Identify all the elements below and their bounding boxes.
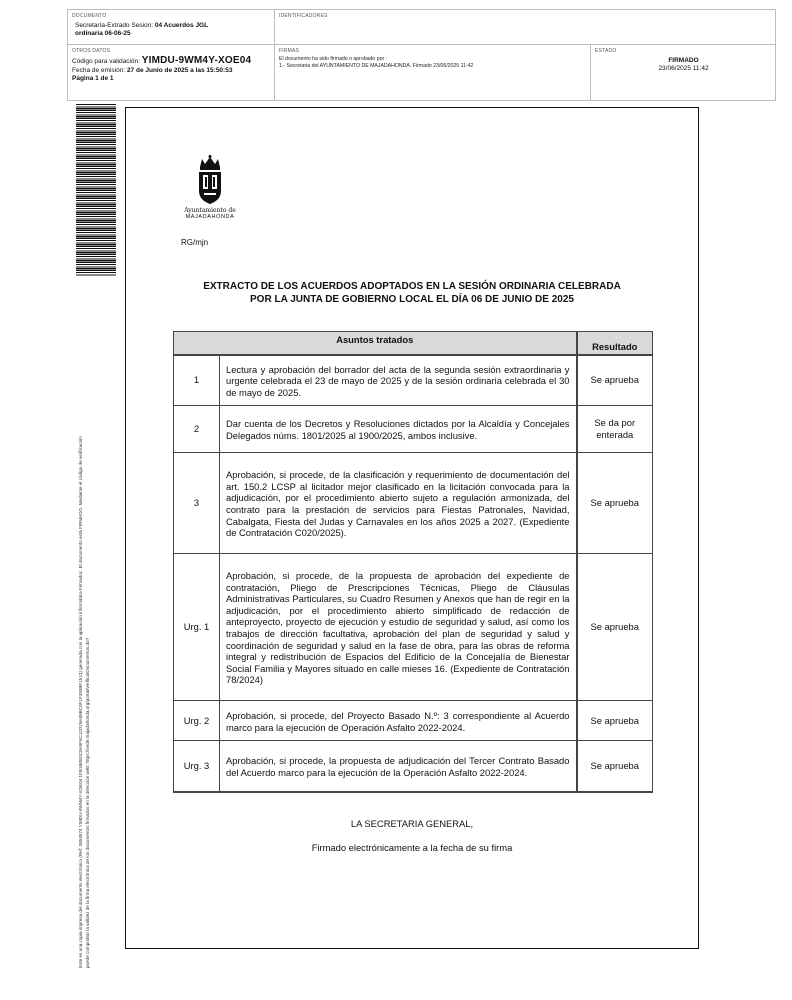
document-header <box>67 9 776 101</box>
identificadores-caption: IDENTIFICADORES <box>279 13 328 19</box>
row-description: Aprobación, si procede, del Proyecto Basado N.º: 3 correspondiente al Acuerdo marco para la ejecución de Operación Asfalto 2022-2024. <box>220 701 577 741</box>
ayuntamiento-logo <box>178 155 242 221</box>
otros-caption: OTROS DATOS <box>72 48 111 54</box>
table-header-row <box>174 332 653 355</box>
firmas-line1: El documento ha sido firmado o aprobado por : <box>279 56 388 62</box>
documento-value: Secretaría-Extrado Sesion: 04 Acuerdos JGL ordinaria 06-06-25 <box>75 22 209 37</box>
documento-cell <box>68 10 275 45</box>
firmas-cell <box>275 45 591 101</box>
fecha-emision: 27 de Junio de 2025 a las 15:50:53 <box>126 66 233 74</box>
row-result: Se aprueba <box>577 701 653 741</box>
documento-caption: DOCUMENTO <box>72 13 107 19</box>
barcode <box>76 104 116 276</box>
row-number: Urg. 3 <box>174 741 220 792</box>
side-line1: Este es una copia impresa del documento electrónico (Ref: 3854574 YIMDU-9WM4Y-XOE04 1FB1B0E0C9A5F4C12D29A89BC0F1F393BF1513) generada con la aplicación informática Firmadoc. El documento está FIRMADO. Mediante el código de verificación <box>78 436 83 968</box>
agreements-table <box>173 331 653 793</box>
row-result: Se aprueba <box>577 554 653 701</box>
document-title <box>172 280 652 306</box>
reference-initials: RG/mjn <box>181 238 209 247</box>
title-line1: EXTRACTO DE LOS ACUERDOS ADOPTADOS EN LA SESIÓN ORDINARIA CELEBRADA <box>203 281 621 292</box>
coat-of-arms-icon <box>194 155 226 205</box>
row-result: Se aprueba <box>577 355 653 406</box>
table-row <box>174 355 653 406</box>
pagina-count: Página 1 de 1 <box>72 75 114 82</box>
firmas-caption: FIRMAS <box>279 48 300 54</box>
row-description: Lectura y aprobación del borrador del acta de la segunda sesión extraordinaria y urgente celebrada el 23 de mayo de 2025 y de la sesión ordinaria celebrada el 30 de mayo de 2025. <box>220 355 577 406</box>
table-row <box>174 406 653 453</box>
identificadores-cell <box>275 10 776 45</box>
row-description: Dar cuenta de los Decretos y Resoluciones dictados por la Alcaldía y Concejales Delegados núms. 1801/2025 al 1900/2025, ambos inclusive. <box>220 406 577 453</box>
row-number: 2 <box>174 406 220 453</box>
side-line2: puede comprobar la validez de la firma electrónica de los documentos firmados en la dirección web: https://sede.majadahonda.org/portal/verificarDocumentos.do? <box>84 637 90 968</box>
table-row <box>174 453 653 554</box>
row-description: Aprobación, si procede, de la clasificación y requerimiento de documentación del art. 150.2 LCSP al licitador mejor clasificado en la licitación convocada para la adjudicación, por el procedimiento abierto sujeto a regulación armonizada, del contrato para la prestación de servicios para Fiestas Patronales, Navidad, Cabalgata, Fiesta del Judas y Carnavales en los años 2025 a 2027. (Expediente de Contratación C020/2025). <box>220 453 577 554</box>
table-row <box>174 741 653 792</box>
table-row <box>174 701 653 741</box>
row-description: Aprobación, si procede, la propuesta de adjudicación del Tercer Contrato Basado del Acuerdo marco para la ejecución de la Operación Asfalto 2022-2024. <box>220 741 577 792</box>
firmas-line2: 1.- Secretaria del AYUNTAMIENTO DE MAJADAHONDA. Firmado 23/06/2025 11:42 <box>279 63 474 69</box>
row-number: Urg. 1 <box>174 554 220 701</box>
signature-note: Firmado electrónicamente a la fecha de su firma <box>311 842 513 853</box>
logo-line2: MAJADAHONDA <box>185 214 235 220</box>
validation-side-text <box>78 278 91 968</box>
codigo-validacion: YIMDU-9WM4Y-XOE04 <box>141 55 252 66</box>
otros-datos-cell <box>68 45 275 101</box>
signature-title: LA SECRETARIA GENERAL, <box>350 818 474 829</box>
estado-caption: ESTADO <box>595 48 617 54</box>
row-result: Se da por enterada <box>577 406 653 453</box>
estado-value: FIRMADO <box>668 57 699 64</box>
logo-line1: Ayuntamiento de <box>184 207 236 214</box>
header-asuntos: Asuntos tratados <box>174 332 577 355</box>
row-description: Aprobación, si procede, de la propuesta de aprobación del expediente de contratación, Pliego de Prescripciones Técnicas, Pliego de Cláusulas Administrativas Particulares, su Cuadro Resumen y Anexos que han de regir en la adjudicación, por el procedimiento abierto simplificado de redacción de anteproyecto, proyecto de ejecución y estudio de seguridad y salud, así como los trabajos de dirección facultativa, aprobación del plan de seguridad y salud y coordinación de seguridad y salud en la fase de obra, para las obras de reforma integral y redistribución de Espacios del Edificio de la Concejalía de Bienestar Social Familia y Mayores situado en calle mieses 16. (Expediente de Contratación 78/2024) <box>220 554 577 701</box>
row-number: 1 <box>174 355 220 406</box>
row-number: Urg. 2 <box>174 701 220 741</box>
estado-cell <box>591 45 776 101</box>
table-row <box>174 554 653 701</box>
title-line2: POR LA JUNTA DE GOBIERNO LOCAL EL DÍA 06 DE JUNIO DE 2025 <box>250 294 574 305</box>
estado-date: 23/06/2025 11:42 <box>658 65 709 72</box>
row-number: 3 <box>174 453 220 554</box>
header-resultado: Resultado <box>577 332 653 355</box>
fecha-label: Fecha de emisión: <box>72 66 126 74</box>
row-result: Se aprueba <box>577 741 653 792</box>
codigo-label: Código para validación: <box>72 58 140 65</box>
row-result: Se aprueba <box>577 453 653 554</box>
